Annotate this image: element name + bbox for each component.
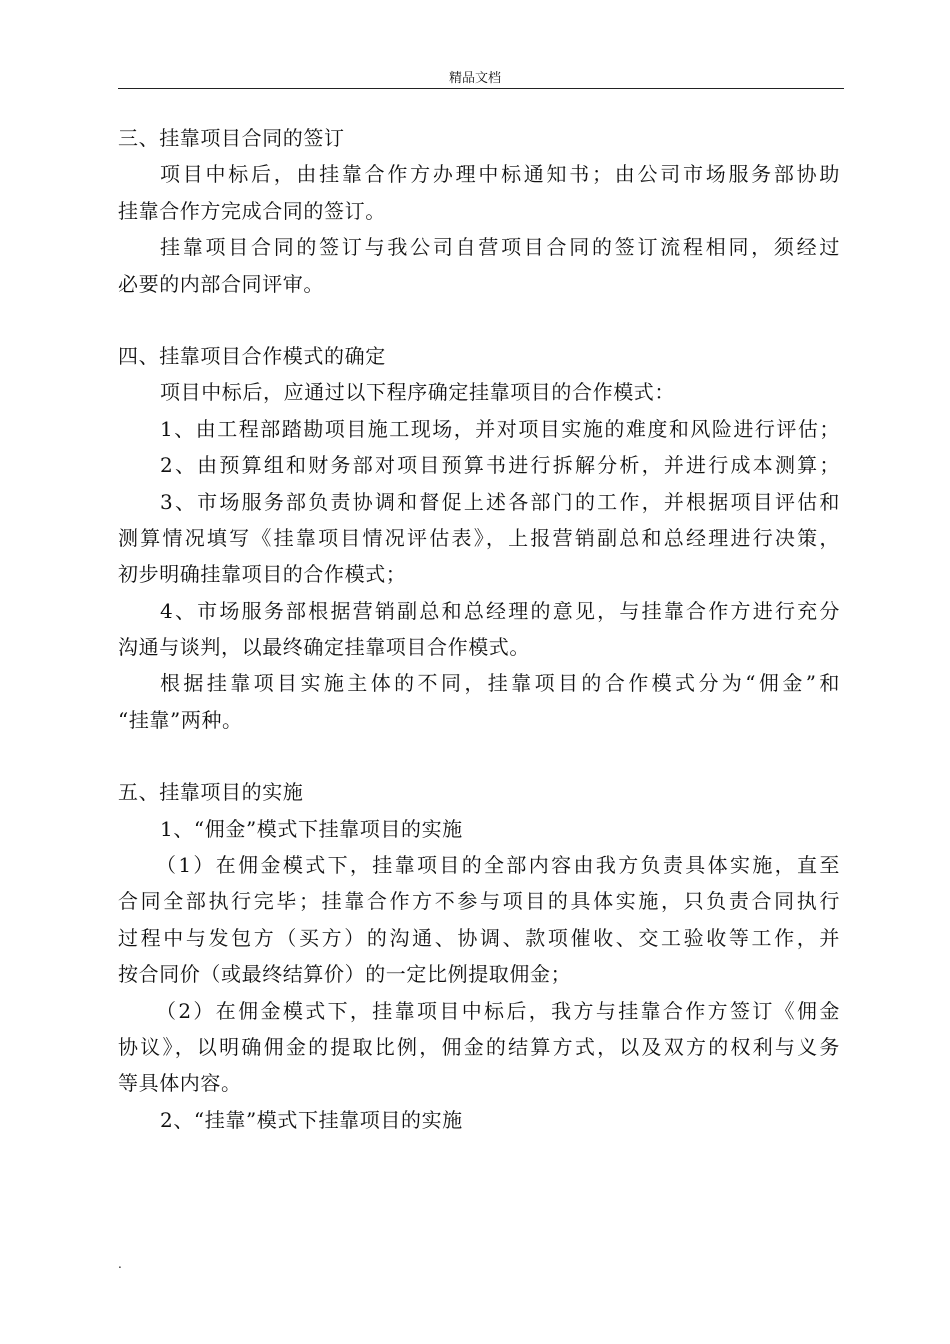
paragraph-line: （2）在佣金模式下，挂靠项目中标后，我方与挂靠合作方签订《佣金: [156, 998, 840, 1023]
paragraph-line: 必要的内部合同评审。: [118, 271, 324, 296]
paragraph-line: 等具体内容。: [118, 1071, 242, 1096]
paragraph-line: 根据挂靠项目实施主体的不同，挂靠项目的合作模式分为“佣金”和: [160, 671, 840, 696]
list-item-line: 初步明确挂靠项目的合作模式；: [118, 562, 407, 587]
paragraph-line: 合同全部执行完毕；挂靠合作方不参与项目的具体实施，只负责合同执行: [118, 889, 840, 914]
section-gap: [118, 302, 840, 338]
page-header: 精品文档: [448, 71, 501, 86]
paragraph-line: 项目中标后，应通过以下程序确定挂靠项目的合作模式：: [160, 380, 675, 405]
section-gap: [118, 738, 840, 774]
subsection-heading: 2、“挂靠”模式下挂靠项目的实施: [160, 1107, 463, 1132]
list-item-line: 4、市场服务部根据营销副总和总经理的意见，与挂靠合作方进行充分: [160, 598, 840, 623]
list-item-line: 3、市场服务部负责协调和督促上述各部门的工作，并根据项目评估和: [160, 489, 840, 514]
paragraph-line: 过程中与发包方（买方）的沟通、协调、款项催收、交工验收等工作，并: [118, 925, 840, 950]
list-item-line: 1、由工程部踏勘项目施工现场，并对项目实施的难度和风险进行评估；: [160, 416, 840, 441]
section-heading: 五、挂靠项目的实施: [118, 780, 304, 805]
list-item-line: 2、由预算组和财务部对项目预算书进行拆解分析，并进行成本测算；: [160, 453, 840, 478]
subsection-heading: 1、“佣金”模式下挂靠项目的实施: [160, 816, 463, 841]
header-rule: [118, 88, 844, 89]
document-body: [118, 120, 840, 1138]
paragraph-line: 按合同价（或最终结算价）的一定比例提取佣金；: [118, 962, 572, 987]
paragraph-line: “挂靠”两种。: [118, 707, 243, 732]
footer-mark: .: [118, 1257, 122, 1271]
paragraph-line: （1）在佣金模式下，挂靠项目的全部内容由我方负责具体实施，直至: [156, 853, 840, 878]
paragraph-line: 挂靠合作方完成合同的签订。: [118, 198, 386, 223]
section-heading: 三、挂靠项目合同的签订: [118, 126, 345, 150]
section-heading: 四、挂靠项目合作模式的确定: [118, 343, 386, 368]
list-item-line: 沟通与谈判，以最终确定挂靠项目合作模式。: [118, 635, 530, 660]
list-item-line: 测算情况填写《挂靠项目情况评估表》，上报营销副总和总经理进行决策，: [118, 525, 840, 550]
paragraph-line: 挂靠项目合同的签订与我公司自营项目合同的签订流程相同，须经过: [160, 235, 840, 260]
paragraph-line: 协议》，以明确佣金的提取比例，佣金的结算方式，以及双方的权利与义务: [118, 1034, 840, 1059]
paragraph-line: 项目中标后，由挂靠合作方办理中标通知书；由公司市场服务部协助: [160, 162, 840, 187]
